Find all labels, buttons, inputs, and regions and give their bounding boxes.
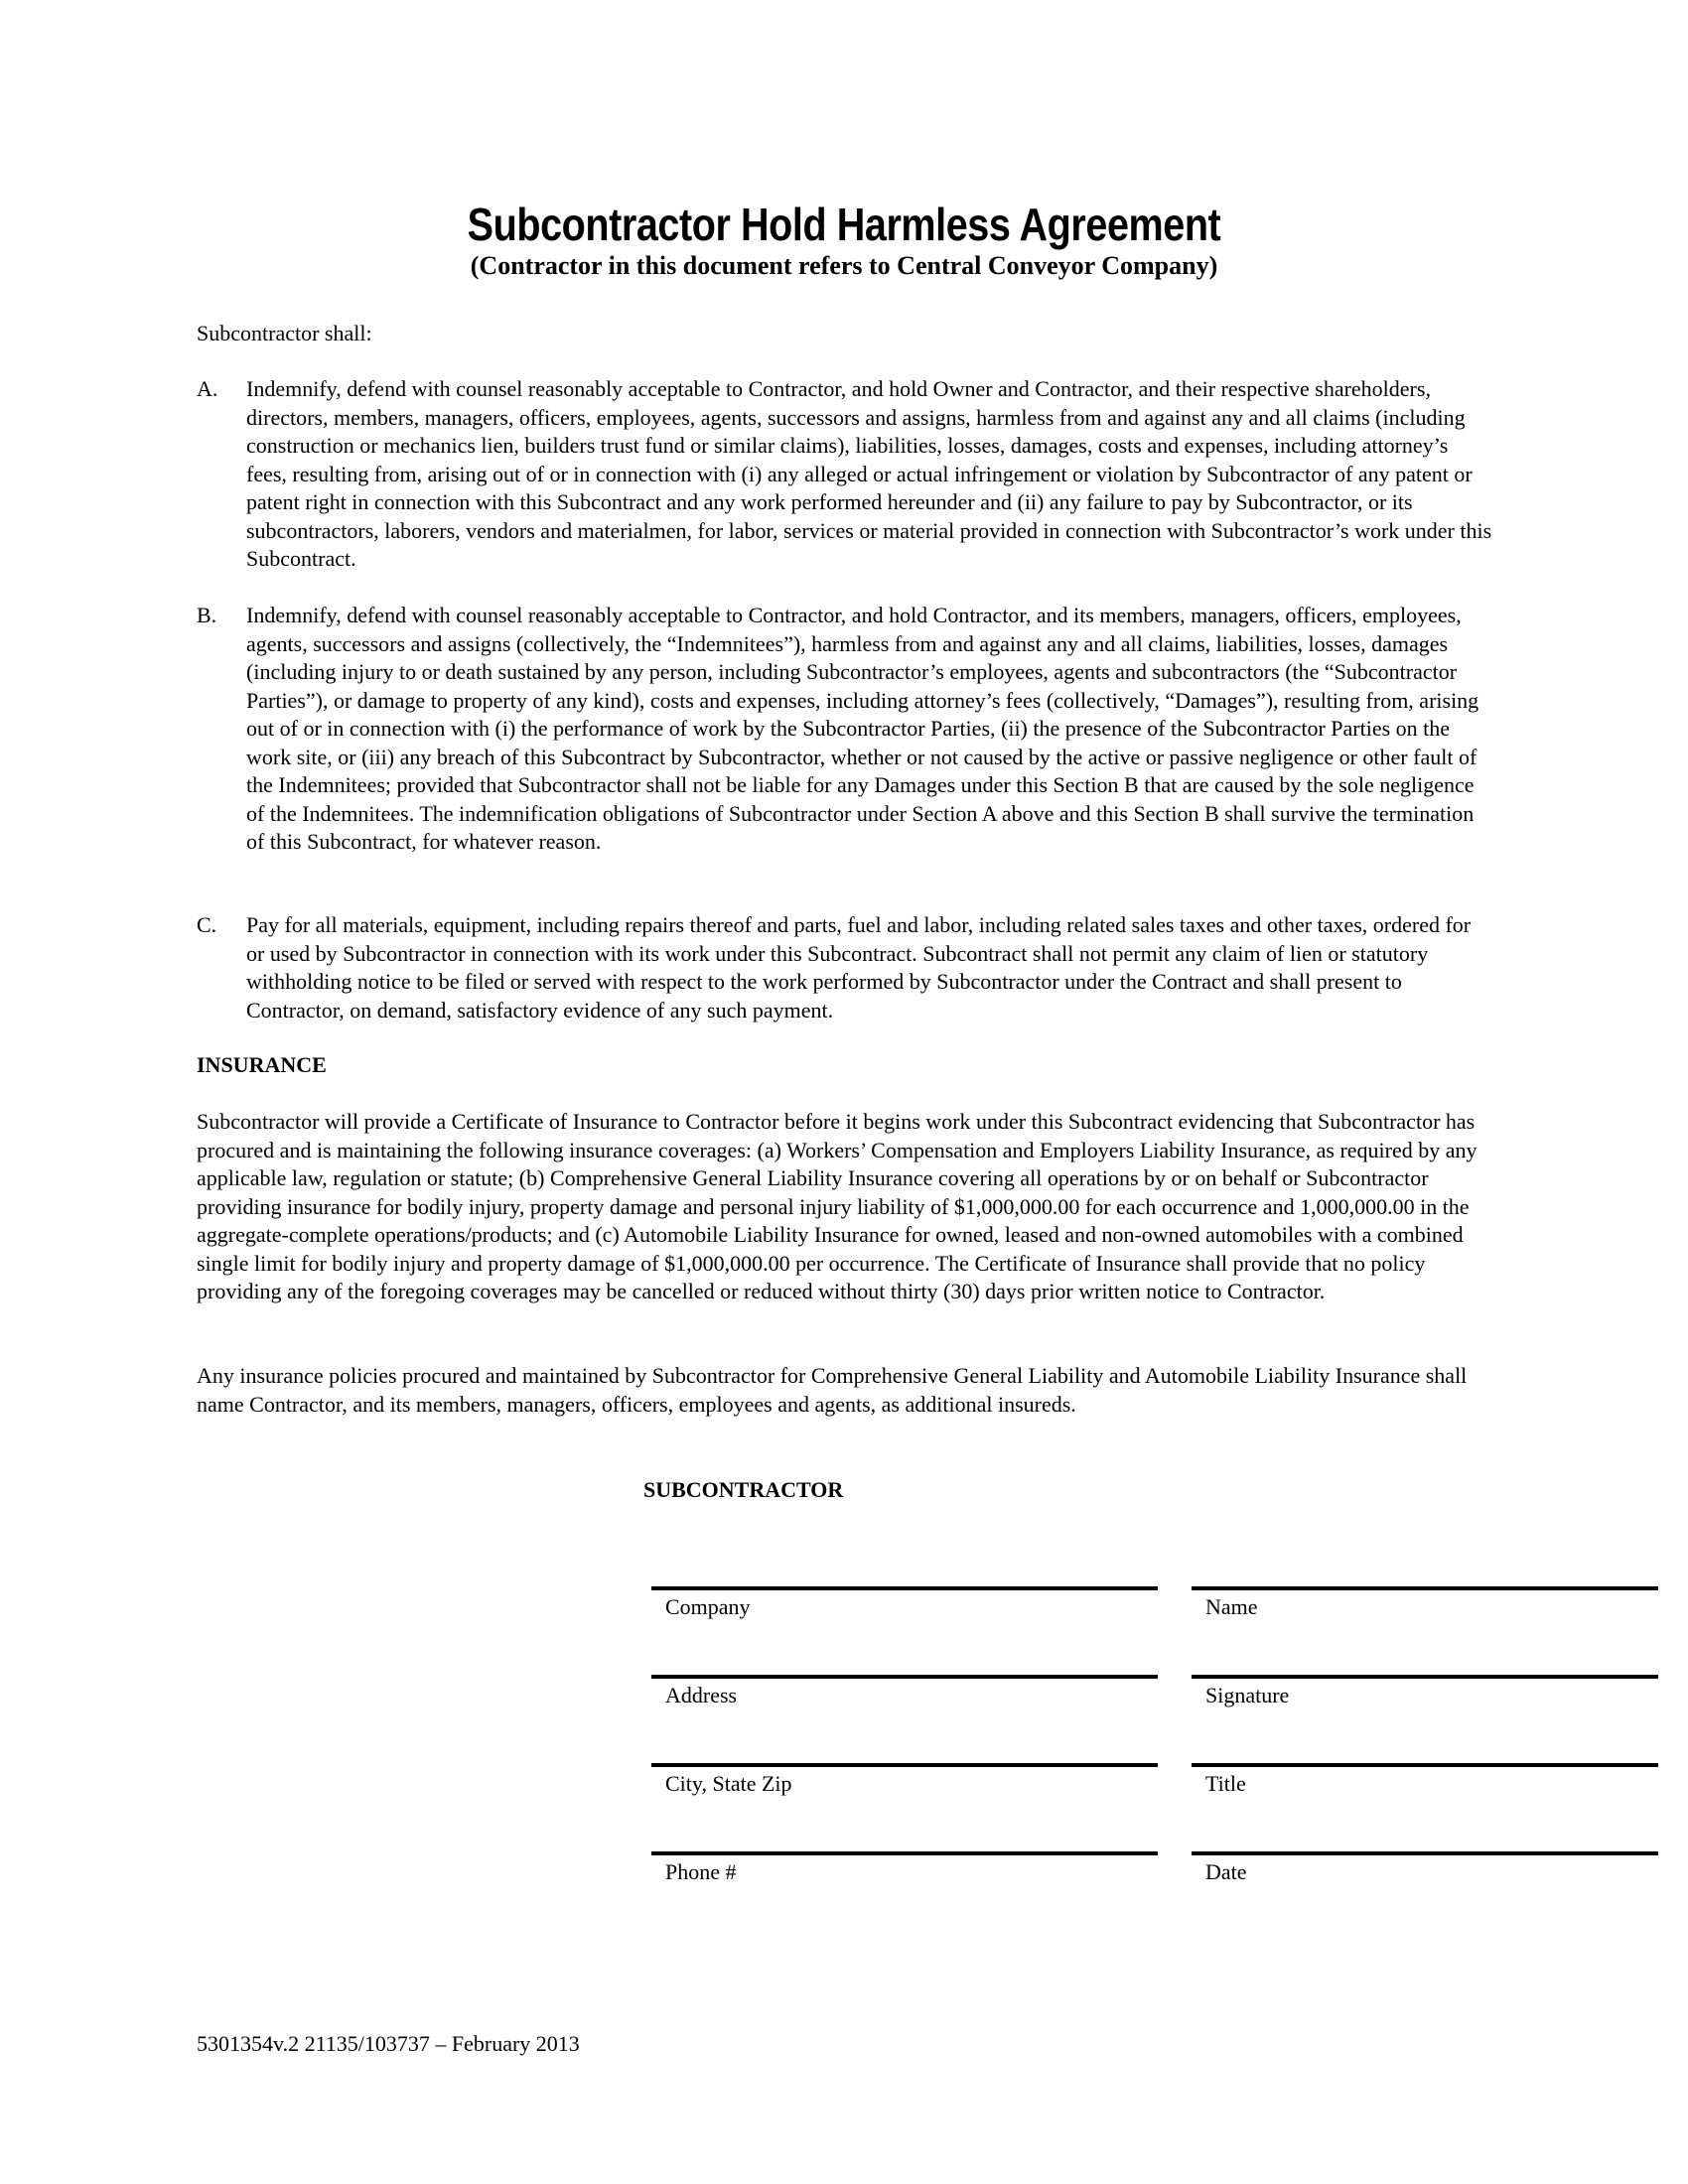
title-line[interactable]: [1192, 1763, 1658, 1767]
clause-text: Indemnify, defend with counsel reasonably acceptable to Contractor, and hold Contractor, and its members, managers, officers, employees, agents, successors and assigns (collectively, the “Indemnitees”), harmless from and against any and all claims, liabilities, losses, damages (including injury to or death sustained by any person, including Subcontractor’s employees, agents and subcontractors (the “Subcontractor Parties”), or damage to property of any kind), costs and expenses, including attorney’s fees (collectively, “Damages”), resulting from, arising out of or in connection with (i) the performance of work by the Subcontractor Parties, (ii) the presence of the Subcontractor Parties on the work site, or (iii) any breach of this Subcontract by Subcontractor, whether or not caused by the active or passive negligence or other fault of the Indemnitees; provided that Subcontractor shall not be liable for any Damages under this Section B that are caused by the sole negligence of the Indemnitees. The indemnification obligations of Subcontractor under Section A above and this Section B shall survive the termination of this Subcontract, for whatever reason.: [246, 603, 1479, 854]
signature-heading: SUBCONTRACTOR: [643, 1477, 844, 1502]
date-label: Date: [1205, 1859, 1247, 1884]
intro-text: Subcontractor shall:: [197, 321, 372, 345]
clause-text: Indemnify, defend with counsel reasonably acceptable to Contractor, and hold Owner and Contractor, and their respective shareholders, directors, members, managers, officers, employees, agents, successors and assigns, harmless from and against any and all claims (including construction or mechanics lien, builders trust fund or similar claims), liabilities, losses, damages, costs and expenses, including attorney’s fees, resulting from, arising out of or in connection with (i) any alleged or actual infringement or violation by Subcontractor of any patent or patent right in connection with this Subcontract and any work performed hereunder and (ii) any failure to pay by Subcontractor, or its subcontractors, laborers, vendors and materialmen, for labor, services or material provided in connection with Subcontractor’s work under this Subcontract.: [246, 376, 1492, 571]
document-subtitle: (Contractor in this document refers to Central Conveyor Company): [470, 251, 1218, 280]
date-line[interactable]: [1192, 1851, 1658, 1855]
signature-label: Signature: [1205, 1683, 1290, 1707]
document-title: Subcontractor Hold Harmless Agreement: [467, 199, 1221, 250]
clause-letter: B.: [197, 603, 217, 627]
address-label: Address: [665, 1683, 738, 1707]
phone-label: Phone #: [665, 1859, 737, 1884]
city-state-zip-label: City, State Zip: [665, 1771, 792, 1796]
signature-line[interactable]: [1192, 1675, 1658, 1679]
clause-letter: A.: [197, 376, 218, 401]
address-line[interactable]: [651, 1675, 1158, 1679]
clause-letter: C.: [197, 912, 217, 937]
company-label: Company: [665, 1594, 751, 1619]
insurance-heading: INSURANCE: [197, 1052, 327, 1077]
title-label: Title: [1205, 1771, 1246, 1796]
company-line[interactable]: [651, 1586, 1158, 1590]
name-label: Name: [1205, 1594, 1258, 1619]
insurance-paragraph-1: Subcontractor will provide a Certificate of Insurance to Contractor before it begins work under this Subcontract evidencing that Subcontractor has procured and is maintaining the following insurance coverages: (a) Workers’ Compensation and Employers Liability Insurance, as required by any applicable law, regulation or statute; (b) Comprehensive General Liability Insurance covering all operations by or on behalf or Subcontractor providing insurance for bodily injury, property damage and personal injury liability of $1,000,000.00 for each occurrence and 1,000,000.00 in the aggregate-complete operations/products; and (c) Automobile Liability Insurance for owned, leased and non-owned automobiles with a combined single limit for bodily injury and property damage of $1,000,000.00 per occurrence. The Certificate of Insurance shall provide that no policy providing any of the foregoing coverages may be cancelled or reduced without thirty (30) days prior written notice to Contractor.: [197, 1109, 1477, 1303]
document-footer: 5301354v.2 21135/103737 – February 2013: [197, 2031, 580, 2056]
insurance-paragraph-2: Any insurance policies procured and maintained by Subcontractor for Comprehensive General Liability and Automobile Liability Insurance shall name Contractor, and its members, managers, officers, employees and agents, as additional insureds.: [197, 1363, 1468, 1417]
name-line[interactable]: [1192, 1586, 1658, 1590]
city-state-zip-line[interactable]: [651, 1763, 1158, 1767]
clause-text: Pay for all materials, equipment, including repairs thereof and parts, fuel and labor, including related sales taxes and other taxes, ordered for or used by Subcontractor in connection with its work under this Subcontract. Subcontract shall not permit any claim of lien or statutory withholding notice to be filed or served with respect to the work performed by Subcontractor under the Contract and shall present to Contractor, on demand, satisfactory evidence of any such payment.: [246, 912, 1472, 1023]
phone-line[interactable]: [651, 1851, 1158, 1855]
